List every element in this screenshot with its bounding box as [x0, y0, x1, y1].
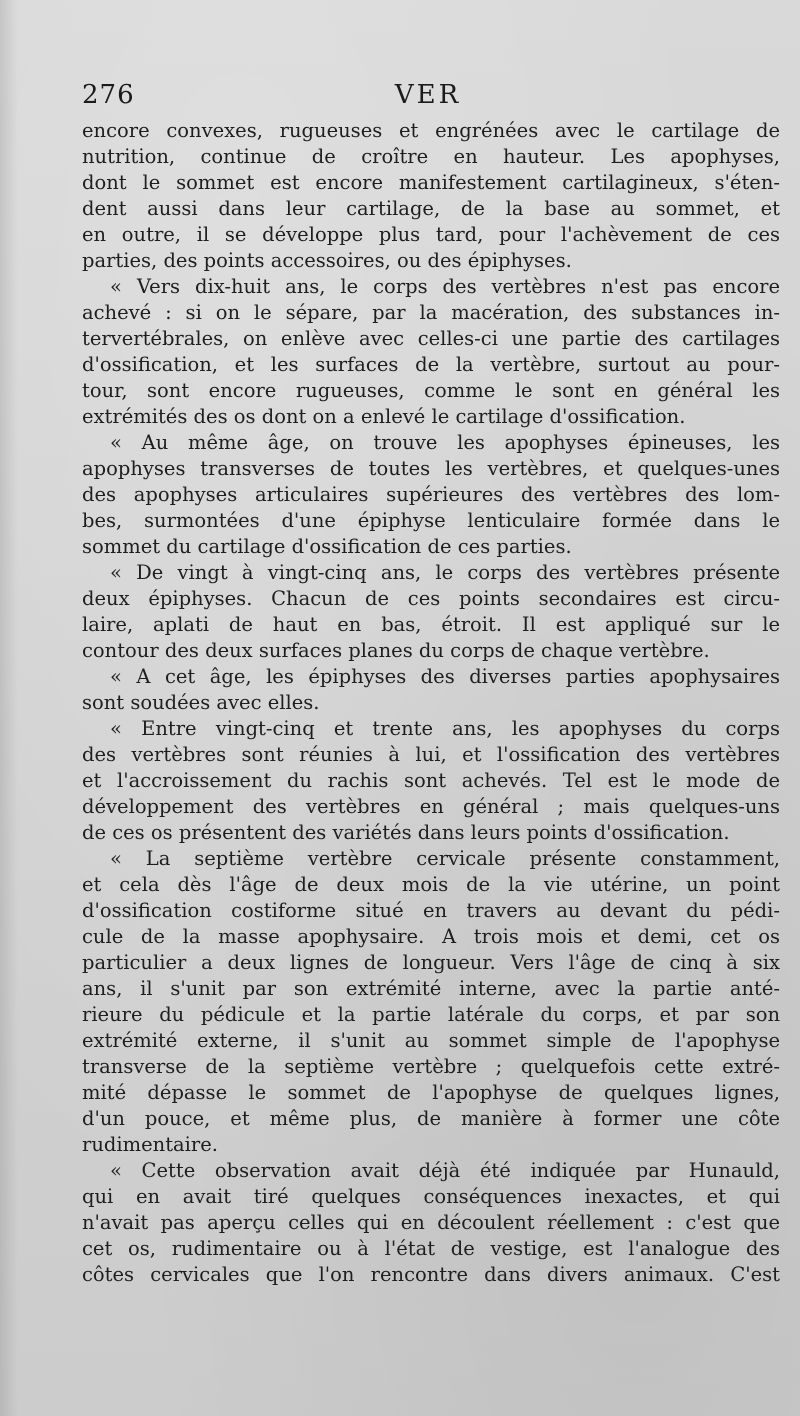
text-line: côtes cervicales que l'on rencontre dans divers animaux. C'est — [82, 1263, 780, 1286]
page-shadow — [0, 0, 18, 1416]
running-head — [82, 80, 774, 114]
text-line: dont le sommet est encore manifestement cartilagineux, s'éten- — [82, 171, 780, 194]
text-line: transverse de la septième vertèbre ; quelquefois cette extré- — [82, 1055, 780, 1078]
text-line: et l'accroissement du rachis sont achevés. Tel est le mode de — [82, 769, 780, 792]
text-line: « Cette observation avait déjà été indiquée par Hunauld, — [110, 1159, 780, 1182]
text-line: des vertèbres sont réunies à lui, et l'ossification des vertèbres — [82, 743, 780, 766]
page-number: 276 — [82, 80, 135, 110]
text-line: en outre, il se développe plus tard, pour l'achèvement de ces — [82, 223, 780, 246]
text-line: qui en avait tiré quelques conséquences inexactes, et qui — [82, 1185, 780, 1208]
text-line: cule de la masse apophysaire. A trois mois et demi, cet os — [82, 925, 780, 948]
text-line: de ces os présentent des variétés dans leurs points d'ossification. — [82, 821, 730, 844]
text-line: « Entre vingt-cinq et trente ans, les apophyses du corps — [110, 717, 780, 740]
text-line: cet os, rudimentaire ou à l'état de vestige, est l'analogue des — [82, 1237, 780, 1260]
text-line: encore convexes, rugueuses et engrénées avec le cartilage de — [82, 119, 780, 142]
text-line: parties, des points accessoires, ou des épiphyses. — [82, 249, 572, 272]
text-line: extrémité externe, il s'unit au sommet simple de l'apophyse — [82, 1029, 780, 1052]
text-line: tervertébrales, on enlève avec celles-ci une partie des cartilages — [82, 327, 780, 350]
text-line: laire, aplati de haut en bas, étroit. Il est appliqué sur le — [82, 613, 780, 636]
text-line: et cela dès l'âge de deux mois de la vie utérine, un point — [82, 873, 780, 896]
text-line: deux épiphyses. Chacun de ces points secondaires est circu- — [82, 587, 780, 610]
text-line: sont soudées avec elles. — [82, 691, 320, 714]
text-line: des apophyses articulaires supérieures des vertèbres des lom- — [82, 483, 780, 506]
text-line: « Vers dix-huit ans, le corps des vertèbres n'est pas encore — [110, 275, 780, 298]
text-line: bes, surmontées d'une épiphyse lenticulaire formée dans le — [82, 509, 780, 532]
text-line: « A cet âge, les épiphyses des diverses parties apophysaires — [110, 665, 780, 688]
text-line: extrémités des os dont on a enlevé le cartilage d'ossification. — [82, 405, 686, 428]
header-title: VER — [394, 80, 462, 110]
text-line: « De vingt à vingt-cinq ans, le corps des vertèbres présente — [110, 561, 780, 584]
text-line: d'ossification costiforme situé en travers au devant du pédi- — [82, 899, 780, 922]
text-line: nutrition, continue de croître en hauteur. Les apophyses, — [82, 145, 780, 168]
text-line: rudimentaire. — [82, 1133, 218, 1156]
text-block — [82, 118, 780, 1288]
text-line: contour des deux surfaces planes du corps de chaque vertèbre. — [82, 639, 710, 662]
text-line: sommet du cartilage d'ossification de ces parties. — [82, 535, 572, 558]
text-line: ans, il s'unit par son extrémité interne, avec la partie anté- — [82, 977, 780, 1000]
text-line: d'un pouce, et même plus, de manière à former une côte — [82, 1107, 780, 1130]
text-line: rieure du pédicule et la partie latérale du corps, et par son — [82, 1003, 780, 1026]
text-line: tour, sont encore rugueuses, comme le sont en général les — [82, 379, 780, 402]
text-line: n'avait pas aperçu celles qui en découlent réellement : c'est que — [82, 1211, 780, 1234]
text-line: particulier a deux lignes de longueur. Vers l'âge de cinq à six — [82, 951, 780, 974]
text-line: « Au même âge, on trouve les apophyses épineuses, les — [110, 431, 780, 454]
text-line: mité dépasse le sommet de l'apophyse de quelques lignes, — [82, 1081, 780, 1104]
text-line: achevé : si on le sépare, par la macération, des substances in- — [82, 301, 780, 324]
text-line: d'ossification, et les surfaces de la vertèbre, surtout au pour- — [82, 353, 780, 376]
text-line: dent aussi dans leur cartilage, de la base au sommet, et — [82, 197, 780, 220]
text-line: développement des vertèbres en général ; mais quelques-uns — [82, 795, 780, 818]
text-line: « La septième vertèbre cervicale présente constamment, — [110, 847, 780, 870]
text-line: apophyses transverses de toutes les vertèbres, et quelques-unes — [82, 457, 780, 480]
